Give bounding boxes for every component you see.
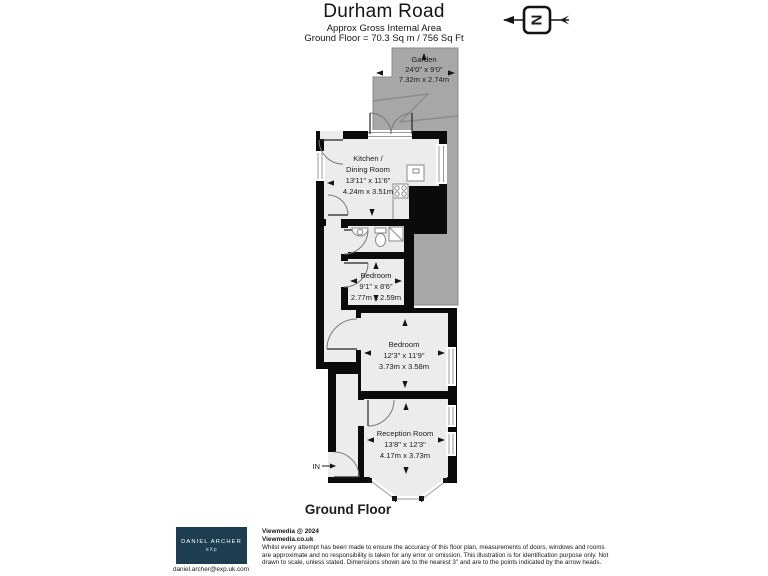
- bedroom-small-imperial: 9'1" x 8'6": [359, 282, 393, 291]
- credit-line-2: Viewmedia.co.uk: [262, 535, 314, 543]
- compass-arrowhead: [503, 16, 514, 24]
- kitchen-imperial: 13'11" x 11'6": [345, 176, 391, 185]
- bedroom-large-metric: 3.73m x 3.58m: [378, 362, 430, 371]
- hallway-nook: [324, 310, 356, 362]
- disclaimer-text: Whilst every attempt has been made to ensure the accuracy of this floor plan, measurements of doors, windows and rooms are approximate and no responsibility is taken for any error or omission. This illustration is for identification purpose only. Not drawn to scale, unless stated. Dimensions shown are to the nearest 3" and are to the points indicated by the arrow heads.: [262, 544, 609, 567]
- kitchen-name-1: Kitchen /: [353, 154, 383, 163]
- reception-imperial: 13'8" x 12'3": [384, 440, 426, 449]
- subtitle: Approx Gross Internal Area: [326, 23, 442, 34]
- agent-name: DANIEL ARCHER: [181, 538, 242, 545]
- reception-window-1: [446, 405, 456, 427]
- agent-logo: [176, 527, 247, 564]
- reception-name: Reception Room: [376, 429, 434, 438]
- compass-icon: [503, 7, 569, 33]
- kitchen-side-window: [315, 151, 325, 181]
- credits-block: [262, 528, 610, 567]
- brokerage-mark: eXp: [205, 546, 218, 553]
- reception-window-2: [446, 432, 456, 456]
- hallway-lower: [336, 374, 358, 477]
- entrance-label: IN: [312, 462, 320, 471]
- hallway-upper: [324, 226, 341, 310]
- bedroom-small-metric: 2.77m x 2.59m: [350, 293, 402, 302]
- page-title: Durham Road: [323, 1, 445, 22]
- area-summary: Ground Floor = 70.3 Sq m / 756 Sq Ft: [304, 33, 464, 44]
- bedroom-small-name: Bedroom: [360, 271, 392, 280]
- bedroom-large-window: [446, 347, 456, 386]
- garden-imperial: 24'0" x 9'0": [405, 65, 443, 74]
- compass-letter: N: [527, 14, 545, 26]
- bedroom-large-imperial: 12'3" x 11'9": [383, 351, 425, 360]
- room-reception: [364, 399, 448, 477]
- credit-line-1: Viewmedia @ 2024: [262, 528, 319, 535]
- bedroom-large-name: Bedroom: [388, 340, 420, 349]
- garden-name: Garden: [411, 55, 437, 64]
- kitchen-name-2: Dining Room: [346, 165, 390, 174]
- kitchen-window: [436, 144, 447, 184]
- garden-metric: 7.32m x 2.74m: [398, 75, 450, 84]
- reception-metric: 4.17m x 3.73m: [379, 451, 431, 460]
- toilet-icon: [375, 228, 386, 233]
- floor-label: Ground Floor: [304, 502, 392, 517]
- kitchen-hall-opening: [326, 215, 341, 230]
- agent-email: daniel.archer@exp.uk.com: [172, 565, 250, 573]
- kitchen-metric: 4.24m x 3.51m: [342, 187, 394, 196]
